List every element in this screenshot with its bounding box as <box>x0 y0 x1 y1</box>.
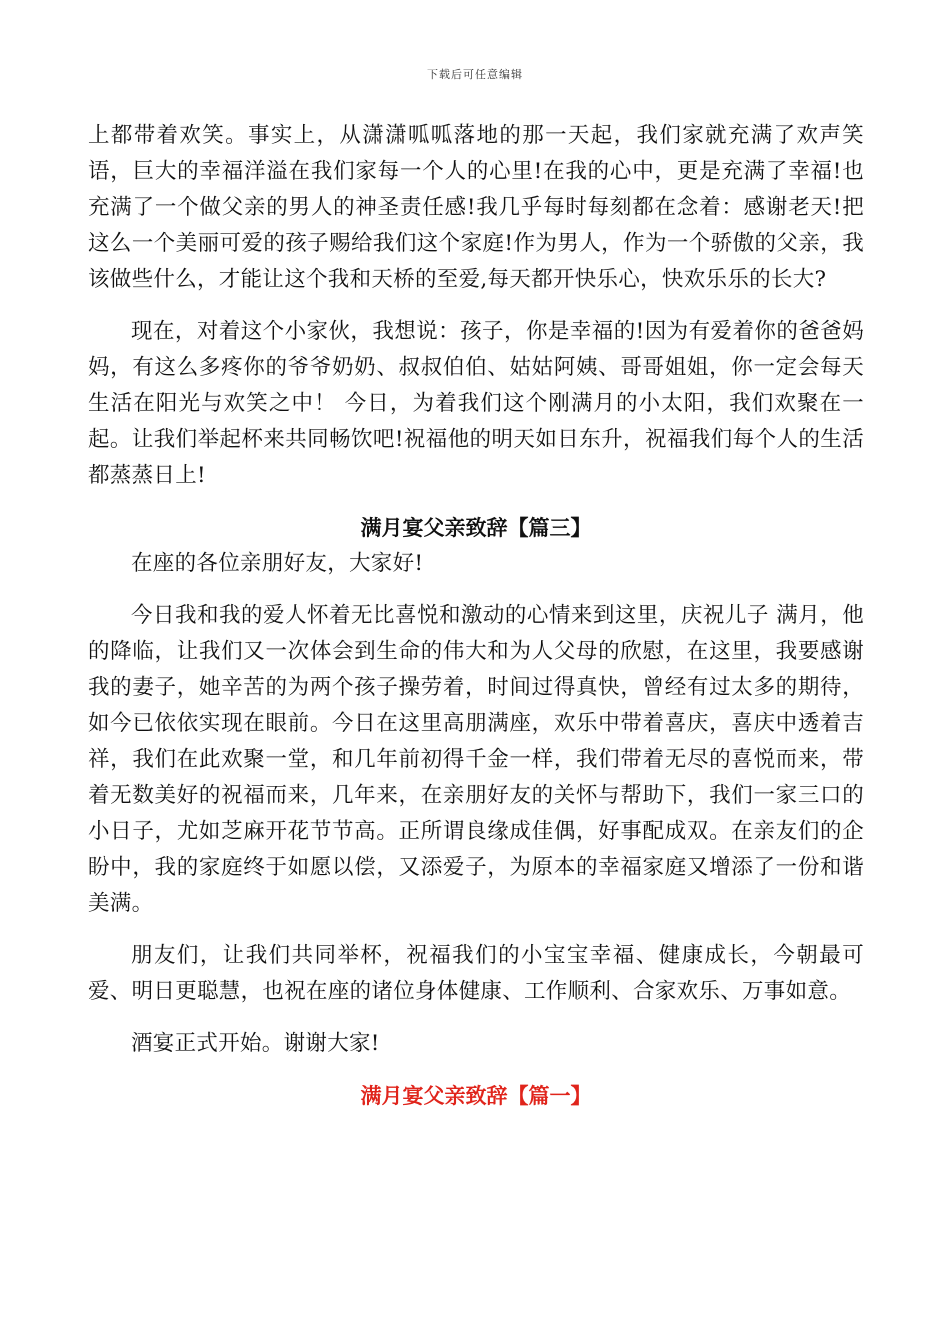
header-note: 下载后可任意编辑 <box>427 68 523 81</box>
section-three-toast: 朋友们，让我们共同举杯，祝福我们的小宝宝幸福、健康成长，今朝最可爱、明日更聪慧，也祝在座的诸位身体健康、工作顺利、合家欢乐、万事如意。 <box>88 943 864 1004</box>
section-three-title: 满月宴父亲致辞【篇三】 <box>360 516 592 540</box>
paragraph-blessing: 现在，对着这个小家伙，我想说：孩子，你是幸福的!因为有爱着你的爸爸妈妈，有这么多疼你的爷爷奶奶、叔叔伯伯、姑姑阿姨、哥哥姐姐，你一定会每天生活在阳光与欢笑之中！ 今日，为着我们这个刚满月的小太阳，我们欢聚在一起。让我们举起杯来共同畅饮吧!祝福他的明天如日东升，祝福我们每个人的生活都蒸蒸日上! <box>88 319 864 488</box>
section-three-closing: 酒宴正式开始。谢谢大家! <box>131 1031 380 1056</box>
section-three-body: 今日我和我的爱人怀着无比喜悦和激动的心情来到这里，庆祝儿子 满月，他的降临，让我们又一次体会到生命的伟大和为人父母的欣慰，在这里，我要感谢我的妻子，她辛苦的为两个孩子操劳着，时间过得真快，曾经有过太多的期待，如今已依依实现在眼前。今日在这里高朋满座，欢乐中带着喜庆，喜庆中透着吉祥，我们在此欢聚一堂，和几年前初得千金一样，我们带着无尽的喜悦而来，带着无数美好的祝福而来，几年来，在亲朋好友的关怀与帮助下，我们一家三口的小日子，尤如芝麻开花节节高。正所谓良缘成佳偶，好事配成双。在亲友们的企盼中，我的家庭终于如愿以偿，又添爱子，为原本的幸福家庭又增添了一份和谐美满。 <box>88 603 864 916</box>
section-three-greeting: 在座的各位亲朋好友，大家好! <box>131 551 424 576</box>
paragraph-continuation: 上都带着欢笑。事实上，从潇潇呱呱落地的那一天起，我们家就充满了欢声笑语，巨大的幸福洋溢在我们家每一个人的心里!在我的心中，更是充满了幸福!也充满了一个做父亲的男人的神圣责任感!我几乎每时每刻都在念着：感谢老天!把这么一个美丽可爱的孩子赐给我们这个家庭!作为男人，作为一个骄傲的父亲，我该做些什么，才能让这个我和天桥的至爱,每天都开快乐心，快欢乐乐的长大? <box>88 123 864 292</box>
document-body <box>88 118 864 1114</box>
section-one-title: 满月宴父亲致辞【篇一】 <box>360 1084 592 1108</box>
